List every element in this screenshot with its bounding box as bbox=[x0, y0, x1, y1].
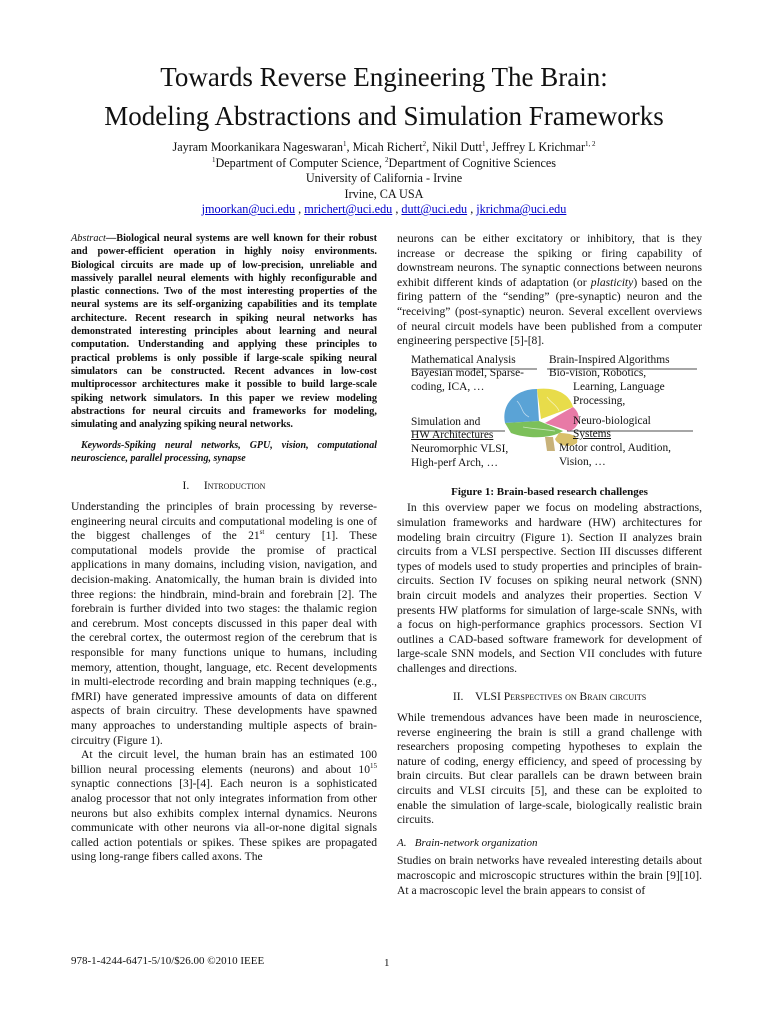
fig-sim-title-1: Simulation and bbox=[411, 415, 481, 428]
right-p1-a: neurons can be either excitatory or inhibitory, that is they increase or decrease the spiking or firing capability of downstream neurons. The synaptic connections between neurons exhibit different kinds of adaptation (or bbox=[397, 232, 702, 289]
abstract-text: —Biological neural systems are well known for their robust and power-efficient operation in highly noisy environments. Biological circuits are made up of low-precision, unreliable and massively parallel neural elements with highly reconfigurable and plastic connections. Two of the most interesting properties of the neural systems are its self-organizing capabilities and its template architecture. Recent research in spiking neural networks has demonstrated interesting principles about learning and neural computation. Understanding and applying these principles to practical problems is only possible if large-scale spiking neural simulators can be constructed. Recent advances in low-cost multiprocessor architectures make it possible to build large-scale spiking network simulators. In this paper we review modeling abstractions for neural circuits and frameworks for modeling, simulating and analyzing spiking neural networks. bbox=[71, 233, 377, 431]
fig-math-title: Mathematical Analysis bbox=[411, 353, 516, 366]
fig-neuro-bio bbox=[559, 414, 672, 469]
author-3: Nikil Dutt bbox=[432, 140, 483, 154]
email-sep: , bbox=[467, 202, 477, 216]
right-p1-b: ) based on the firing pattern of the “sending” (pre-synaptic) neuron and the “receiving” (post-synaptic) neuron. Several excellent overviews of neural circuit models have been published from a computer engineering perspective [5]-[8]. bbox=[397, 275, 702, 348]
affiliation-departments bbox=[0, 156, 768, 172]
subsection-number: A. bbox=[397, 836, 407, 849]
fig-math-line-1: Bayesian model, Sparse- bbox=[411, 367, 524, 380]
fig-simulation-hw bbox=[411, 416, 508, 470]
email-sep: , bbox=[392, 202, 402, 216]
author-4: Jeffrey L Krichmar bbox=[491, 140, 586, 154]
fig-neuro-line-2: Vision, … bbox=[559, 455, 606, 468]
figure-caption: Figure 1: Brain-based research challenges bbox=[451, 485, 648, 498]
email-sep: , bbox=[295, 202, 305, 216]
brain-frontal-lobe bbox=[504, 389, 539, 423]
fig-sim-title-2: HW Architectures bbox=[411, 429, 494, 442]
right-p1-em: plasticity bbox=[590, 275, 634, 289]
section-number: I. bbox=[182, 479, 190, 493]
intro-paragraph-2 bbox=[71, 748, 377, 865]
section-title: VLSI Perspectives on Brain circuits bbox=[475, 690, 647, 704]
intro-p1-a: Understanding the principles of brain processing by reverse-engineering neural circuits and computational modeling is one of the biggest challenges of the 21 bbox=[71, 500, 377, 543]
intro-p2-b: synaptic connections [3]-[4]. Each neuron is a sophisticated analog processor that not only integrates information from other neurons but also exhibits complex internal dynamics. Neurons communicate with other neurons via all-or-none digital signals called action potentials or spikes. These spikes are propagated using long-range fibers called axons. The bbox=[71, 777, 377, 864]
title-line-2: Modeling Abstractions and Simulation Frameworks bbox=[104, 101, 664, 131]
page-number: 1 bbox=[384, 957, 390, 969]
copyright-footer: 978-1-4244-6471-5/10/$26.00 ©2010 IEEE bbox=[71, 955, 265, 967]
right-paragraph-1 bbox=[397, 232, 702, 349]
right-paragraph-2: In this overview paper we focus on modeling abstractions, simulation frameworks and hardware (HW) architectures for modeling brain circuitry (Figure 1). Section II analyzes brain circuits from a VLSI perspective. Section III discusses different types of models used to study properties and principles of brain-circuits. Section IV focuses on spiking neural network (SNN) brain circuit models and analyzes their properties. Section V presents HW platforms for simulation of large-scale SNNs, with a focus on high-performance graphics processors. Section VI outlines a CAD-based software framework for development of large-scale SNN models, and Section VII concludes with future challenges and directions. bbox=[397, 501, 702, 675]
fig-bio-line-2: Learning, Language bbox=[573, 380, 665, 393]
intro-p1-b: century [1]. These computational models provide the promise of practical applications in many domains, including vision, navigation, and decision-making. Anatomically, the human brain is divided into three regions: the hindbrain, mind-brain and forebrain [2]. The forebrain is further divided into two stages: the thalamic region and cerebrum. Most concepts discussed in this paper deal with the cerebral cortex, the outermost region of the cerebrum that is responsible for many functions unique to humans, including memory, attention, thought, language, etc. Recent developments in multi-electrode recording and brain mapping techniques (e.g., fMRI) have generated impressive amounts of data on different aspects of brain circuitry. These developments have spawned many approaches to understanding multiple aspects of brain-circuitry (Figure 1). bbox=[71, 529, 377, 747]
author-2-affil: 2 bbox=[422, 139, 427, 148]
author-emails bbox=[0, 202, 768, 218]
email-link-2[interactable]: mrichert@uci.edu bbox=[304, 202, 393, 216]
section-heading-vlsi bbox=[397, 690, 702, 705]
abstract bbox=[71, 232, 377, 431]
dept-2: Department of Cognitive Sciences bbox=[388, 155, 557, 170]
abstract-label: Abstract bbox=[71, 233, 106, 244]
section-heading-introduction bbox=[71, 479, 377, 494]
author-names: Jayram Moorkanikara Nageswaran$^1$, Micah Richert$^2$, Nikil Dutt$^1$, Jeffrey L Krichmar$^{1, 2}$ bbox=[172, 139, 596, 154]
figure-1 bbox=[397, 353, 702, 481]
brain-stem bbox=[545, 437, 555, 451]
author-4-affil: 1, 2 bbox=[585, 139, 596, 148]
fig-neuro-line-1: Motor control, Audition, bbox=[559, 441, 672, 454]
subsection-heading-a bbox=[397, 836, 702, 851]
title-line-1: Towards Reverse Engineering The Brain: bbox=[160, 62, 608, 92]
left-column bbox=[71, 232, 377, 865]
email-link-3[interactable]: dutt@uci.edu bbox=[401, 202, 468, 216]
dept-1: Department of Computer Science, bbox=[215, 155, 386, 170]
email-link-1[interactable]: jmoorkan@uci.edu bbox=[201, 202, 296, 216]
fig-neuro-title-2: Systems bbox=[573, 428, 611, 441]
affiliation-university: University of California - Irvine bbox=[305, 171, 463, 185]
fig-math-line-2: coding, ICA, … bbox=[411, 380, 485, 393]
email-link-4[interactable]: jkrichma@uci.edu bbox=[476, 202, 567, 216]
vlsi-paragraph-2: Studies on brain networks have revealed interesting details about macroscopic and microscopic structures within the brain [9][10]. At a macroscopic level the brain appears to consist of bbox=[397, 854, 702, 897]
intro-p1-sup: st bbox=[259, 528, 265, 537]
author-1-affil: 1 bbox=[343, 139, 347, 148]
author-block bbox=[0, 140, 768, 218]
fig-bio-line-3: Processing, bbox=[573, 394, 626, 407]
intro-p2-a: At the circuit level, the human brain has an estimated 100 billion neural processing elements (neurons) and about 10 bbox=[71, 748, 377, 776]
vlsi-paragraph-1: While tremendous advances have been made in neuroscience, reverse engineering the brain is still a grand challenge with researchers proposing competing hypotheses to explain the nature of coding, energy efficiency, and speed of processing by brain circuits. But clear parallels can be drawn between brain circuits and VLSI circuits [5], and these can be exploited to enable the simulation of large-scale, biologically realistic brain circuits. bbox=[397, 711, 702, 827]
section-title: Introduction bbox=[203, 479, 266, 493]
intro-paragraph-1 bbox=[71, 500, 377, 748]
author-1: Jayram Moorkanikara Nageswaran bbox=[172, 140, 344, 154]
fig-neuro-title-1: Neuro-biological bbox=[573, 414, 651, 427]
right-column bbox=[397, 232, 702, 898]
author-2: Micah Richert bbox=[352, 140, 423, 154]
dept-1-mark: 1 bbox=[211, 155, 216, 164]
affiliation-city: Irvine, CA USA bbox=[344, 186, 424, 201]
fig-bio-title: Brain-Inspired Algorithms bbox=[549, 353, 670, 366]
keywords: Keywords-Spiking neural networks, GPU, vision, computational neuroscience, parallel processing, synapse bbox=[71, 440, 377, 465]
dept-2-mark: 2 bbox=[385, 155, 389, 164]
fig-bio-line-1: Bio-vision, Robotics, bbox=[549, 367, 647, 380]
intro-p2-sup: 15 bbox=[370, 761, 377, 770]
fig-sim-line-2: High-perf Arch, … bbox=[411, 456, 498, 469]
fig-sim-line-1: Neuromorphic VLSI, bbox=[411, 442, 509, 455]
section-number: II. bbox=[452, 690, 464, 704]
author-3-affil: 1 bbox=[482, 139, 486, 148]
subsection-title: Brain-network organization bbox=[414, 836, 538, 849]
